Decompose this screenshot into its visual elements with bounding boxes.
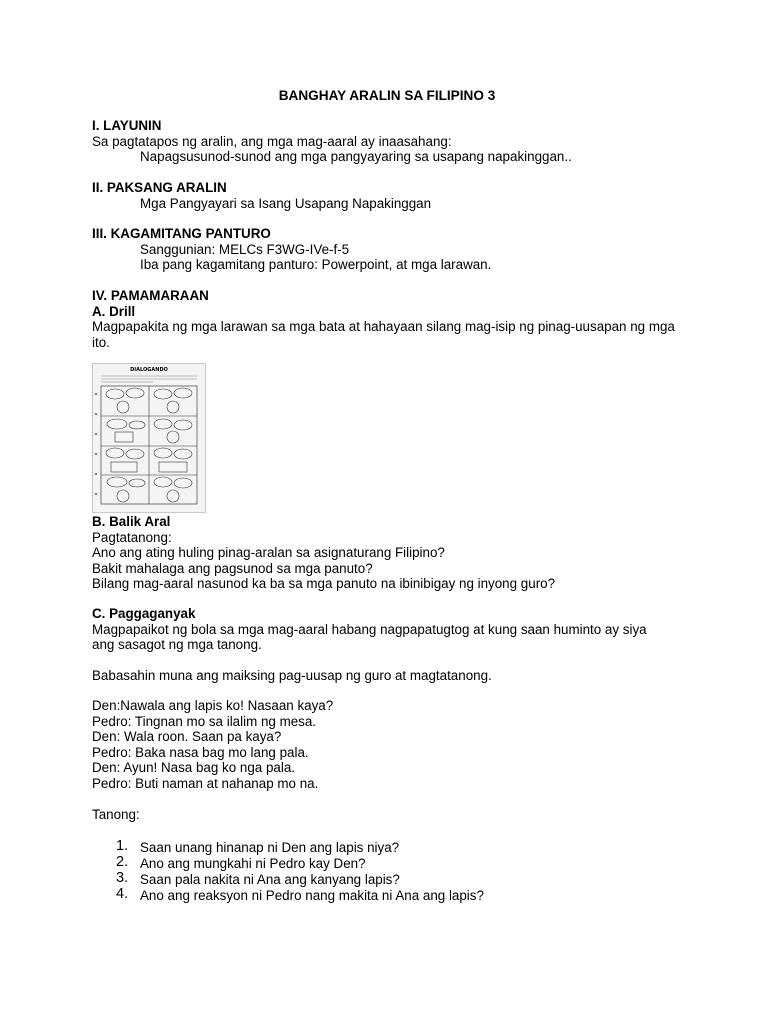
list-item	[92, 840, 682, 856]
list-item-number: 2.	[116, 854, 129, 870]
list-item-number: 4.	[116, 886, 129, 902]
dialogue-intro: Babasahin muna ang maiksing pag-uusap ng guro at magtatanong.	[92, 668, 492, 683]
section-heading-paksang-aralin: II. PAKSANG ARALIN	[92, 180, 227, 195]
sanggunian-text: Sanggunian: MELCs F3WG-IVe-f-5	[140, 241, 350, 257]
dialogue-line: Den: Wala roon. Saan pa kaya?	[92, 729, 282, 745]
section-kagamitang-panturo	[92, 226, 682, 273]
worksheet-illustration	[93, 364, 205, 512]
section-heading-pamamaraan: IV. PAMAMARAAN	[92, 288, 209, 303]
section-heading-kagamitang-panturo: III. KAGAMITANG PANTURO	[92, 226, 271, 241]
worksheet-title: DIALOGANDO	[130, 367, 168, 373]
section-layunin	[92, 118, 682, 165]
balik-aral-label: Pagtatanong:	[92, 529, 172, 545]
dialogue-intro-block	[92, 668, 682, 684]
list-item	[92, 872, 682, 888]
section-heading-layunin: I. LAYUNIN	[92, 118, 162, 133]
drill-text: Magpapakita ng mga larawan sa mga bata at hahayaan silang mag-isip ng pinag-uusapan ng mga ito.	[92, 319, 675, 350]
subheading-paggaganyak: C. Paggaganyak	[92, 606, 196, 621]
document-title: BANGHAY ARALIN SA FILIPINO 3	[278, 88, 496, 103]
section-balik-aral	[92, 514, 682, 592]
list-item	[92, 888, 682, 904]
tanong-label: Tanong:	[92, 807, 140, 822]
dialogue-line: Pedro: Baka nasa bag mo lang pala.	[92, 744, 309, 760]
section-pamamaraan	[92, 288, 682, 350]
dialogue-block	[92, 698, 682, 792]
tanong-label-block	[92, 807, 682, 823]
list-item-text: Ano ang reaksyon ni Pedro nang makita ni Ana ang lapis?	[140, 888, 484, 903]
balik-aral-question: Bakit mahalaga ang pagsunod sa mga panuto?	[92, 560, 373, 576]
tanong-list-block	[92, 840, 682, 904]
dialogue-worksheet-image	[92, 363, 206, 513]
tanong-list	[92, 840, 682, 904]
section-paggaganyak	[92, 606, 682, 653]
dialogue-line: Pedro: Buti naman at nahanap mo na.	[92, 775, 319, 791]
subheading-drill: A. Drill	[92, 303, 136, 319]
dialogue-line: Den:Nawala ang lapis ko! Nasaan kaya?	[92, 698, 334, 713]
layunin-intro: Sa pagtatapos ng aralin, ang mga mag-aaral ay inaasahang:	[92, 133, 452, 149]
dialogue-line: Pedro: Tingnan mo sa ilalim ng mesa.	[92, 713, 317, 729]
section-paksang-aralin	[92, 180, 682, 211]
list-item-text: Saan unang hinanap ni Den ang lapis niya?	[140, 840, 400, 855]
list-item-text: Saan pala nakita ni Ana ang kanyang lapis?	[140, 872, 400, 887]
iba-pang-kagamitan-text: Iba pang kagamitang panturo: Powerpoint, at mga larawan.	[140, 257, 492, 273]
balik-aral-question: Bilang mag-aaral nasunod ka ba sa mga panuto na ibinibigay ng inyong guro?	[92, 576, 556, 592]
list-item-text: Ano ang mungkahi ni Pedro kay Den?	[140, 856, 366, 871]
paggaganyak-text: Magpapaikot ng bola sa mga mag-aaral habang nagpapatugtog at kung saan huminto ay siya ang sasagot ng mga tanong.	[92, 621, 647, 653]
paksang-aralin-topic: Mga Pangyayari sa Isang Usapang Napakinggan	[140, 195, 432, 211]
list-item-number: 3.	[116, 870, 129, 886]
list-item-number: 1.	[116, 838, 129, 854]
list-item	[92, 856, 682, 872]
dialogue-line: Den: Ayun! Nasa bag ko nga pala.	[92, 760, 295, 776]
balik-aral-question: Ano ang ating huling pinag-aralan sa asignaturang Filipino?	[92, 545, 445, 561]
layunin-objective: Napagsusunod-sunod ang mga pangyayaring sa usapang napakinggan..	[140, 149, 572, 165]
subheading-balik-aral: B. Balik Aral	[92, 514, 171, 529]
